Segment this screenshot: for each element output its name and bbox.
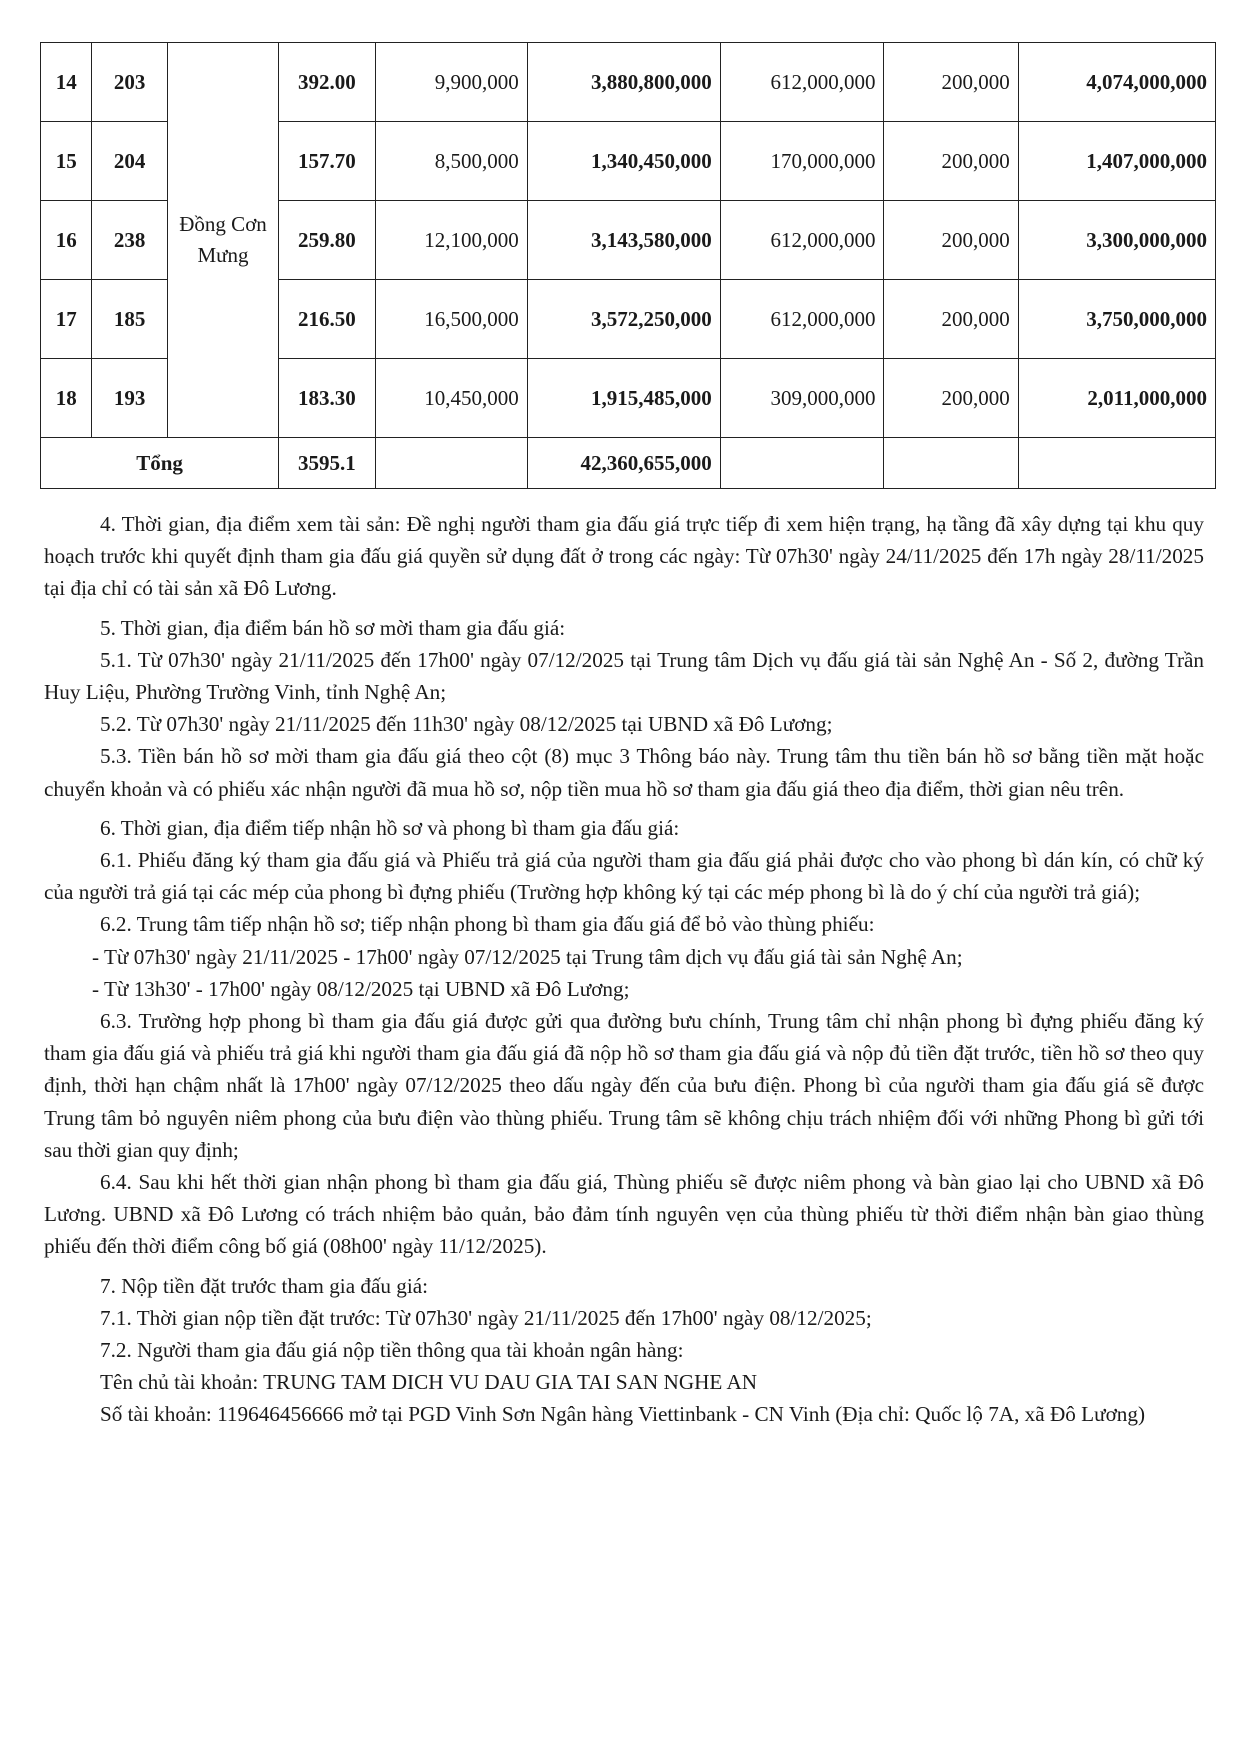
section-6-2-item-a: - Từ 07h30' ngày 21/11/2025 - 17h00' ngày 07/12/2025 tại Trung tâm dịch vụ đấu giá tài sản Nghệ An; <box>92 944 963 969</box>
cell-fee: 200,000 <box>884 43 1018 122</box>
cell-unit-price: 10,450,000 <box>375 359 527 438</box>
cell-fee: 200,000 <box>884 122 1018 201</box>
section-5-3: 5.3. Tiền bán hồ sơ mời tham gia đấu giá theo cột (8) mục 3 Thông báo này. Trung tâm thu tiền bán hồ sơ bằng tiền mặt hoặc chuyển khoản và có phiếu xác nhận người đã mua hồ sơ, nộp tiền mua hồ sơ tham gia đấu giá theo địa điểm, thời gian nêu trên. <box>44 744 1204 801</box>
empty-cell <box>1018 438 1215 489</box>
cell-plot: 203 <box>92 43 168 122</box>
cell-start-price: 1,915,485,000 <box>527 359 720 438</box>
cell-deposit: 612,000,000 <box>720 201 884 280</box>
cell-unit-price: 12,100,000 <box>375 201 527 280</box>
account-name: Tên chủ tài khoản: TRUNG TAM DICH VU DAU GIA TAI SAN NGHE AN <box>100 1370 758 1395</box>
section-6-2-item-b: - Từ 13h30' - 17h00' ngày 08/12/2025 tại UBND xã Đô Lương; <box>92 976 630 1001</box>
section-7-2: 7.2. Người tham gia đấu giá nộp tiền thông qua tài khoản ngân hàng: <box>100 1338 684 1363</box>
asset-table <box>40 42 1216 489</box>
cell-total: 2,011,000,000 <box>1018 359 1215 438</box>
cell-area: 183.30 <box>279 359 376 438</box>
cell-plot: 185 <box>92 280 168 359</box>
cell-area: 259.80 <box>279 201 376 280</box>
cell-plot: 204 <box>92 122 168 201</box>
cell-stt: 14 <box>41 43 92 122</box>
section-7-1: 7.1. Thời gian nộp tiền đặt trước: Từ 07h30' ngày 21/11/2025 đến 17h00' ngày 08/12/2025; <box>100 1305 872 1330</box>
section-6-2: 6.2. Trung tâm tiếp nhận hồ sơ; tiếp nhận phong bì tham gia đấu giá để bỏ vào thùng phiếu: <box>100 912 875 937</box>
asset-table-body <box>41 43 1216 489</box>
cell-plot: 193 <box>92 359 168 438</box>
cell-stt: 17 <box>41 280 92 359</box>
section-6-3: 6.3. Trường hợp phong bì tham gia đấu giá được gửi qua đường bưu chính, Trung tâm chỉ nhận phong bì đựng phiếu đăng ký tham gia đấu giá và phiếu trả giá khi người tham gia đấu giá đã nộp hồ sơ tham gia đấu giá và nộp đủ tiền đặt trước, tiền hồ sơ theo quy định, thời hạn chậm nhất là 17h00' ngày 07/12/2025 theo dấu ngày đến của bưu điện. Phong bì của người tham gia đấu giá sẽ được Trung tâm bỏ nguyên niêm phong của bưu điện vào thùng phiếu. Trung tâm sẽ không chịu trách nhiệm đối với những Phong bì gửi tới sau thời gian quy định; <box>44 1009 1204 1162</box>
cell-stt: 18 <box>41 359 92 438</box>
cell-area: 392.00 <box>279 43 376 122</box>
cell-total: 3,300,000,000 <box>1018 201 1215 280</box>
cell-total: 3,750,000,000 <box>1018 280 1215 359</box>
cell-area: 216.50 <box>279 280 376 359</box>
empty-cell <box>720 438 884 489</box>
total-label: Tổng <box>41 438 279 489</box>
cell-start-price: 1,340,450,000 <box>527 122 720 201</box>
cell-location: Đồng Cơn Mưng <box>167 43 278 438</box>
cell-unit-price: 16,500,000 <box>375 280 527 359</box>
table-row <box>41 43 1216 122</box>
section-5-2: 5.2. Từ 07h30' ngày 21/11/2025 đến 11h30' ngày 08/12/2025 tại UBND xã Đô Lương; <box>100 712 833 737</box>
total-area: 3595.1 <box>279 438 376 489</box>
total-row <box>41 438 1216 489</box>
section-6-heading: 6. Thời gian, địa điểm tiếp nhận hồ sơ và phong bì tham gia đấu giá: <box>100 815 680 840</box>
cell-area: 157.70 <box>279 122 376 201</box>
cell-fee: 200,000 <box>884 359 1018 438</box>
cell-start-price: 3,880,800,000 <box>527 43 720 122</box>
cell-unit-price: 8,500,000 <box>375 122 527 201</box>
cell-deposit: 612,000,000 <box>720 43 884 122</box>
cell-total: 1,407,000,000 <box>1018 122 1215 201</box>
empty-cell <box>884 438 1018 489</box>
cell-deposit: 612,000,000 <box>720 280 884 359</box>
cell-stt: 16 <box>41 201 92 280</box>
cell-deposit: 309,000,000 <box>720 359 884 438</box>
section-6-1: 6.1. Phiếu đăng ký tham gia đấu giá và Phiếu trả giá của người tham gia đấu giá phải được cho vào phong bì dán kín, có chữ ký của người trả giá tại các mép của phong bì đựng phiếu (Trường hợp không ký tại các mép phong bì là do ý chí của người trả giá); <box>44 848 1204 905</box>
section-7-heading: 7. Nộp tiền đặt trước tham gia đấu giá: <box>100 1273 429 1298</box>
cell-unit-price: 9,900,000 <box>375 43 527 122</box>
cell-total: 4,074,000,000 <box>1018 43 1215 122</box>
section-6-4: 6.4. Sau khi hết thời gian nhận phong bì tham gia đấu giá, Thùng phiếu sẽ được niêm phong và bàn giao lại cho UBND xã Đô Lương. UBND xã Đô Lương có trách nhiệm bảo quản, bảo đảm tính nguyên vẹn của thùng phiếu từ thời điểm nhận bàn giao thùng phiếu đến thời điểm công bố giá (08h00' ngày 11/12/2025). <box>44 1170 1204 1259</box>
cell-plot: 238 <box>92 201 168 280</box>
account-number: Số tài khoản: 119646456666 mở tại PGD Vinh Sơn Ngân hàng Viettinbank - CN Vinh (Địa chỉ: Quốc lộ 7A, xã Đô Lương) <box>100 1402 1146 1427</box>
cell-start-price: 3,143,580,000 <box>527 201 720 280</box>
cell-deposit: 170,000,000 <box>720 122 884 201</box>
section-5-1: 5.1. Từ 07h30' ngày 21/11/2025 đến 17h00' ngày 07/12/2025 tại Trung tâm Dịch vụ đấu giá tài sản Nghệ An - Số 2, đường Trần Huy Liệu, Phường Trường Vinh, tỉnh Nghệ An; <box>44 647 1204 705</box>
section-5-heading: 5. Thời gian, địa điểm bán hồ sơ mời tham gia đấu giá: <box>100 615 566 640</box>
empty-cell <box>375 438 527 489</box>
cell-stt: 15 <box>41 122 92 201</box>
section-4-viewing: 4. Thời gian, địa điểm xem tài sản: Đề nghị người tham gia đấu giá trực tiếp đi xem hiện trạng, hạ tầng đã xây dựng tại khu quy hoạch trước khi quyết định tham gia đấu giá quyền sử dụng đất ở trong các ngày: Từ 07h30' ngày 24/11/2025 đến 17h ngày 28/11/2025 tại địa chỉ có tài sản xã Đô Lương. <box>44 512 1204 601</box>
cell-fee: 200,000 <box>884 201 1018 280</box>
notice-body <box>44 508 1204 1431</box>
cell-fee: 200,000 <box>884 280 1018 359</box>
cell-start-price: 3,572,250,000 <box>527 280 720 359</box>
total-start-price: 42,360,655,000 <box>527 438 720 489</box>
